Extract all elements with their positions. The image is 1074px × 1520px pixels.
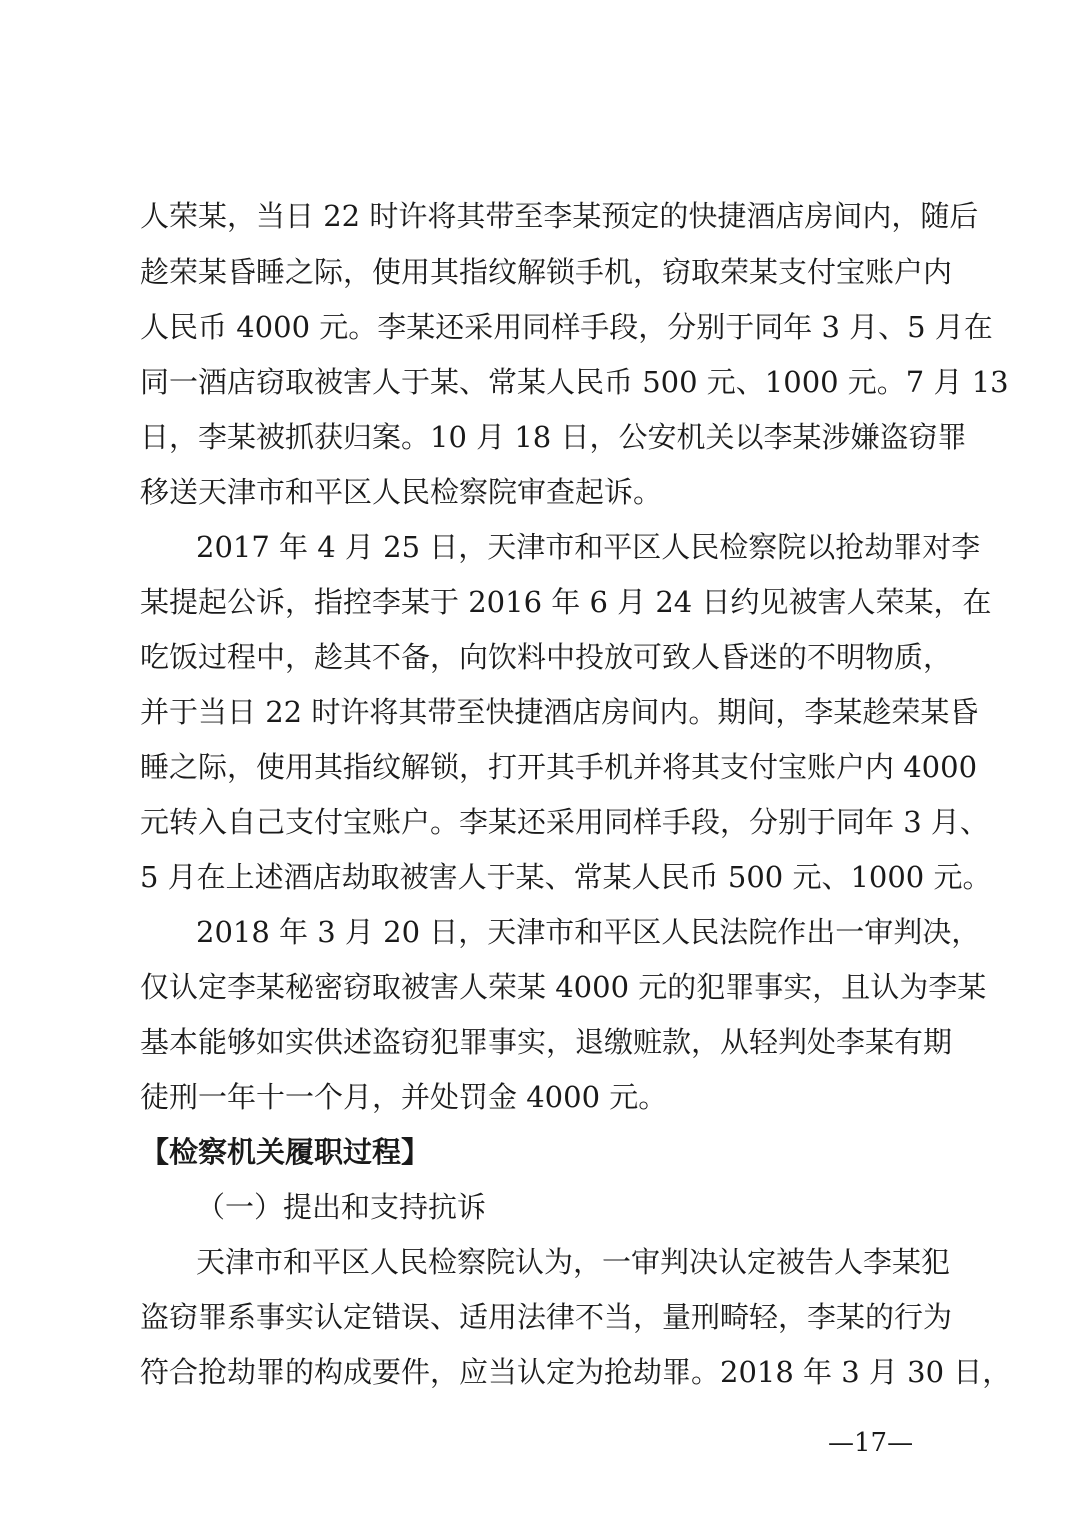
text-line: 趁荣某昏睡之际，使用其指纹解锁手机，窃取荣某支付宝账户内 (140, 255, 953, 289)
text-line: 日，李某被抓获归案。10 月 18 日，公安机关以李某涉嫌盗窃罪 (140, 420, 967, 454)
text-line: 2017 年 4 月 25 日，天津市和平区人民检察院以抢劫罪对李 (196, 530, 981, 564)
subsection-heading: （一）提出和支持抗诉 (196, 1190, 487, 1224)
text-line: 并于当日 22 时许将其带至快捷酒店房间内。期间，李某趁荣某昏 (140, 695, 979, 729)
section-heading: 【检察机关履职过程】 (140, 1135, 431, 1169)
text-line: 元转入自己支付宝账户。李某还采用同样手段，分别于同年 3 月、 (140, 805, 989, 839)
text-line: 天津市和平区人民检察院认为，一审判决认定被告人李某犯 (196, 1245, 951, 1279)
text-line: 基本能够如实供述盗窃犯罪事实，退缴赃款，从轻判处李某有期 (140, 1025, 953, 1059)
text-line: 人荣某，当日 22 时许将其带至李某预定的快捷酒店房间内，随后 (140, 199, 979, 233)
text-line: 5 月在上述酒店劫取被害人于某、常某人民币 500 元、1000 元。 (140, 860, 992, 894)
text-line: 符合抢劫罪的构成要件，应当认定为抢劫罪。2018 年 3 月 30 日， (140, 1355, 1012, 1389)
text-line: 移送天津市和平区人民检察院审查起诉。 (140, 475, 663, 509)
text-line: 睡之际，使用其指纹解锁，打开其手机并将其支付宝账户内 4000 (140, 750, 978, 784)
text-line: 人民币 4000 元。李某还采用同样手段，分别于同年 3 月、5 月在 (140, 310, 993, 344)
page-number: —17— (828, 1428, 914, 1458)
text-line: 仅认定李某秘密窃取被害人荣某 4000 元的犯罪事实，且认为李某 (140, 970, 987, 1004)
text-line: 同一酒店窃取被害人于某、常某人民币 500 元、1000 元。7 月 13 (140, 365, 1009, 399)
text-line: 盗窃罪系事实认定错误、适用法律不当，量刑畸轻，李某的行为 (140, 1300, 953, 1334)
text-line: 徒刑一年十一个月，并处罚金 4000 元。 (140, 1080, 668, 1114)
text-line: 2018 年 3 月 20 日，天津市和平区人民法院作出一审判决， (196, 915, 981, 949)
text-line: 某提起公诉，指控李某于 2016 年 6 月 24 日约见被害人荣某，在 (140, 585, 992, 619)
text-line: 吃饭过程中，趁其不备，向饮料中投放可致人昏迷的不明物质， (140, 640, 953, 674)
